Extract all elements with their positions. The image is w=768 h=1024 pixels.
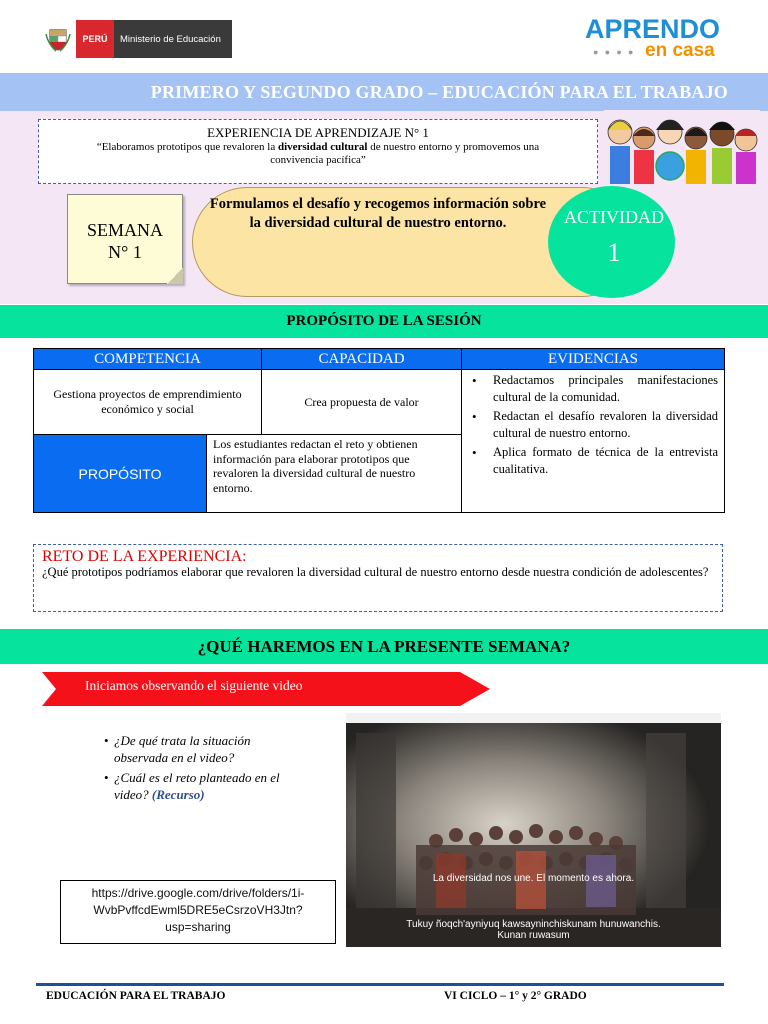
semana-label: SEMANA	[86, 220, 163, 240]
bullet-icon: •	[104, 733, 109, 748]
experience-box	[38, 119, 598, 184]
logo-top-text: APRENDO	[585, 14, 721, 44]
evidencias-cell	[462, 370, 725, 513]
video-scene-icon	[346, 713, 721, 947]
reto-text: ¿Qué prototipos podríamos elaborar que revaloren la diversidad cultural de nuestro entorno desde nuestra condición de adolescentes?	[42, 565, 709, 579]
logo-dots-icon: ● ● ● ●	[593, 47, 636, 57]
evidencia-item: • Redactan el desafío revaloren la diversidad cultural de nuestro entorno.	[470, 408, 718, 442]
question-item: • ¿Cuál es el reto planteado en el video? (Recurso)	[104, 770, 280, 802]
competencia-cell: Gestiona proyectos de emprendimiento económico y social	[34, 370, 262, 435]
ministry-logo	[40, 20, 232, 58]
activity-title: Formulamos el desafío y recogemos información sobre la diversidad cultural de nuestro entorno.	[209, 196, 547, 231]
aprendo-en-casa-logo	[585, 15, 735, 61]
intro-arrow-text: Iniciamos observando el siguiente video	[85, 678, 303, 693]
video-subtitle: Tukuy ñoqch'ayniyuq kawsayninchiskunam hunuwanchis. Kunan ruwasum	[406, 919, 661, 941]
proposito-text: Los estudiantes redactan el reto y obtienen información para elaborar prototipos que revaloren la diversidad cultural de nuestro entorno.	[207, 435, 462, 513]
header-evidencias: EVIDENCIAS	[462, 349, 725, 370]
semana-note	[67, 194, 183, 284]
drive-link-line: usp=sharing	[165, 920, 231, 934]
page-title: PRIMERO Y SEGUNDO GRADO – EDUCACIÓN PARA EL TRABAJO	[150, 81, 728, 102]
semana-band-title: ¿QUÉ HAREMOS EN LA PRESENTE SEMANA?	[197, 636, 571, 656]
video-thumbnail[interactable]	[346, 713, 721, 947]
drive-link-line: https://drive.google.com/drive/folders/1i-	[91, 886, 305, 900]
reto-box	[33, 544, 723, 612]
children-illustration-icon	[604, 110, 760, 188]
question-item: • ¿De qué trata la situación observada en el video?	[104, 733, 251, 765]
title-bar	[0, 73, 768, 111]
proposito-band-title: PROPÓSITO DE LA SESIÓN	[286, 313, 482, 329]
bullet-icon: •	[104, 770, 109, 785]
competency-table	[33, 348, 725, 513]
evidencia-item: • Aplica formato de técnica de la entrevista cualitativa.	[470, 444, 718, 478]
video-caption: La diversidad nos une. El momento es ahora.	[432, 873, 635, 884]
question-list	[104, 732, 300, 806]
semana-band	[0, 629, 768, 664]
proposito-band	[0, 305, 768, 338]
semana-number: N° 1	[108, 242, 142, 262]
footer-subject: EDUCACIÓN PARA EL TRABAJO	[46, 990, 226, 1002]
logo-bottom-text: en casa	[645, 40, 715, 61]
footer-grade: VI CICLO – 1° y 2° GRADO	[444, 990, 587, 1002]
header-competencia: COMPETENCIA	[34, 349, 262, 370]
coat-of-arms-icon	[40, 20, 76, 58]
drive-link-box[interactable]	[60, 880, 336, 944]
activity-label: ACTIVIDAD	[564, 207, 664, 227]
ministry-name: Ministerio de Educación	[120, 33, 221, 45]
evidencia-item: • Redactamos principales manifestaciones cultural de la comunidad.	[470, 372, 718, 406]
page-fold-icon	[167, 268, 183, 284]
reto-heading: RETO DE LA EXPERIENCIA:	[42, 548, 247, 565]
capacidad-cell: Crea propuesta de valor	[262, 370, 462, 435]
header-capacidad: CAPACIDAD	[262, 349, 462, 370]
resource-link[interactable]: (Recurso)	[151, 787, 205, 802]
peru-label: PERÚ	[76, 20, 114, 58]
drive-link-line: WvbPvffcdEwml5DRE5eCsrzoVH3Jtn?	[93, 903, 303, 917]
experience-heading: EXPERIENCIA DE APRENDIZAJE N° 1	[207, 125, 429, 140]
proposito-label: PROPÓSITO	[34, 435, 207, 513]
experience-quote: “Elaboramos prototipos que revaloren la diversidad cultural de nuestro entorno y promovemos una convivencia pacífica”	[96, 141, 540, 166]
footer-divider	[36, 983, 724, 986]
activity-number: 1	[607, 238, 621, 267]
